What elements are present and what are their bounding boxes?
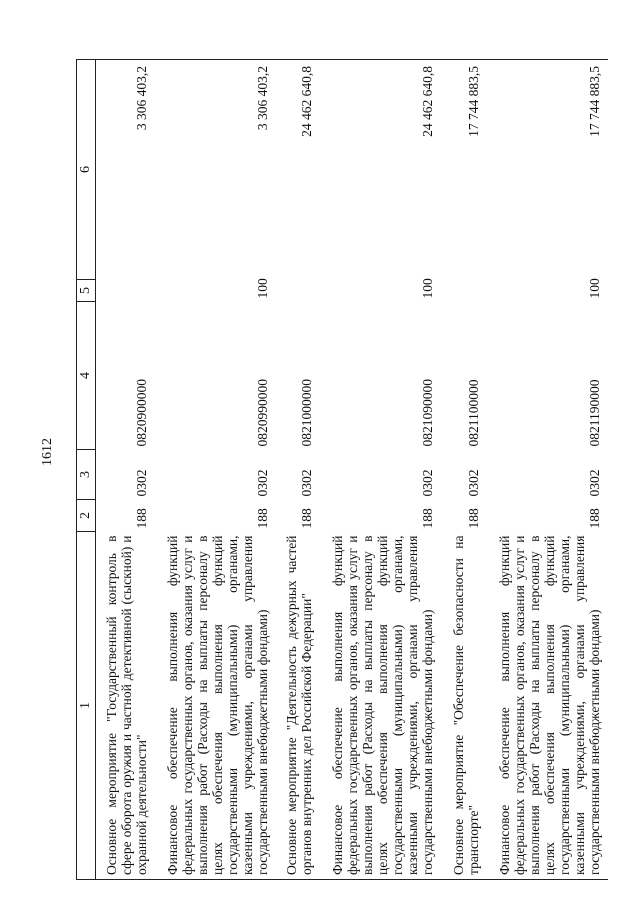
table-row <box>276 60 320 880</box>
amount: 17 744 883,5 <box>587 66 602 137</box>
amount: 3 306 403,2 <box>255 66 270 131</box>
table-row <box>441 60 487 880</box>
expense-kind-code <box>96 280 156 302</box>
table-row <box>155 60 276 880</box>
expense-kind-code: 100 <box>420 278 435 299</box>
column-header: 1 <box>77 532 96 880</box>
section-code: 0302 <box>299 469 314 497</box>
target-code: 0820900000 <box>134 379 149 447</box>
target-code: 0821000000 <box>299 379 314 447</box>
column-number-row <box>77 60 96 880</box>
section-code: 0302 <box>466 469 481 497</box>
expense-kind-code <box>441 280 487 302</box>
row-description: Основное мероприятие "Государственный контроль в сфере оборота оружия и частной детективной (сыскной) и охранной деятельности" <box>104 535 149 875</box>
table-row <box>320 60 441 880</box>
expense-kind-code: 100 <box>587 278 602 299</box>
column-header: 6 <box>77 60 96 280</box>
page-number: 1612 <box>40 438 55 466</box>
target-code: 0821100000 <box>466 379 481 447</box>
column-header: 3 <box>77 450 96 500</box>
section-code: 0302 <box>420 469 435 497</box>
section-code: 0302 <box>587 469 602 497</box>
row-description: Основное мероприятие "Деятельность дежурных частей органов внутренних дел Российской Федерации" <box>284 535 314 875</box>
target-code: 0821090000 <box>420 379 435 447</box>
target-code: 0820990000 <box>255 379 270 447</box>
row-description: Финансовое обеспечение выполнения функций федеральных государственных органов, оказания услуг и выполнения работ (Расходы на выплаты персоналу в целях обеспечения выполнения функций государственными (муниципальными) органами, казенными учреждениями, органами управления государственными внебюджетными фондами) <box>165 535 270 875</box>
ministry-code: 188 <box>587 508 602 529</box>
ministry-code: 188 <box>134 508 149 529</box>
column-header: 5 <box>77 280 96 302</box>
ministry-code: 188 <box>420 508 435 529</box>
expense-kind-code <box>276 280 320 302</box>
amount: 17 744 883,5 <box>466 66 481 137</box>
row-description: Финансовое обеспечение выполнения функций федеральных государственных органов, оказания услуг и выполнения работ (Расходы на выплаты персоналу в целях обеспечения выполнения функций государственными (муниципальными) органами, казенными учреждениями, органами управления государственными внебюджетными фондами) <box>497 535 602 875</box>
budget-table-sheet <box>76 60 602 880</box>
amount: 24 462 640,8 <box>299 66 314 137</box>
column-header: 4 <box>77 302 96 450</box>
budget-table <box>76 59 608 880</box>
amount: 3 306 403,2 <box>134 66 149 131</box>
table-row <box>487 60 608 880</box>
section-code: 0302 <box>255 469 270 497</box>
column-header: 2 <box>77 500 96 532</box>
expense-kind-code: 100 <box>255 278 270 299</box>
table-row <box>96 60 156 880</box>
target-code: 0821190000 <box>587 379 602 447</box>
ministry-code: 188 <box>299 508 314 529</box>
amount: 24 462 640,8 <box>420 66 435 137</box>
row-description: Финансовое обеспечение выполнения функций федеральных государственных органов, оказания услуг и выполнения работ (Расходы на выплаты персоналу в целях обеспечения выполнения функций государственными (муниципальными) органами, казенными учреждениями, органами управления государственными внебюджетными фондами) <box>330 535 435 875</box>
row-description: Основное мероприятие "Обеспечение безопасности на транспорте" <box>451 535 481 875</box>
ministry-code: 188 <box>255 508 270 529</box>
ministry-code: 188 <box>466 508 481 529</box>
section-code: 0302 <box>134 469 149 497</box>
